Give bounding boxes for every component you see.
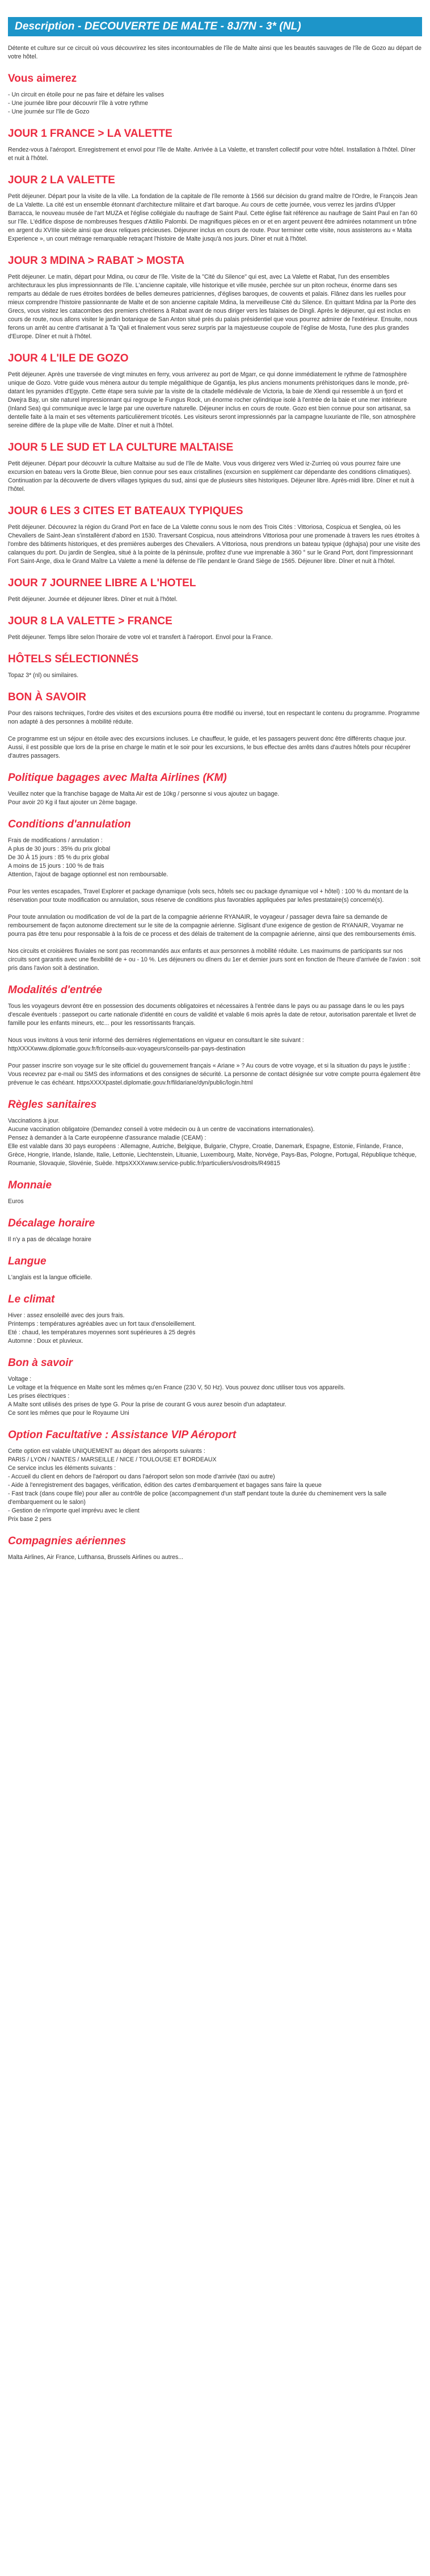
- text-langue: L'anglais est la langue officielle.: [8, 1274, 92, 1281]
- paragraph: Nos circuits et croisières fluviales ne sont pas recommandés aux enfants et aux personnes à mobilité réduite. Les maximums de participants sur nos circuits sont garantis avec une flexibilité de + ou - 10 %. Les déjeuners ou dîners du 1er et dernier jours sont en fonction de l'heure d'arrivée de l'avion : soit pris dans l'avion soit à destination.: [8, 948, 421, 972]
- list-item: Le voltage et la fréquence en Malte sont les mêmes qu'en France (230 V, 50 Hz). Vous pouvez donc utiliser tous vos appareils.: [8, 1384, 345, 1391]
- heading-jour-8: JOUR 8 LA VALETTE > FRANCE: [8, 615, 172, 627]
- text-compagnies: Malta Airlines, Air France, Lufthansa, Brussels Airlines ou autres...: [8, 1554, 184, 1561]
- text-hotels: Topaz 3* (nl) ou similaires.: [8, 672, 79, 679]
- text-jour-2: Petit déjeuner. Départ pour la visite de la ville. La fondation de la capitale de l'île remonte à 1566 sur décision du grand maître de l'Ordre, le François Jean de La Valette. La cité est un ensemble étonnant d'architecture militaire et d'art baroque. Au cours de cette journée, vous verrez les jardins d'Upper Barracca, le nouveau musée de l'art MUZA et l'église collégiale du naufrage de Saint Paul. Cette église fait référence au naufrage de Saint Paul en l'an 60 sur l'île. L'édifice dispose de nombreuses fresques d'Attilio Palombi. De magnifiques pièces en or et en argent peuvent être admirées notamment un trône en argent du XVIIIe siècle ainsi que deux reliques précieuses. Déjeuner inclus en cours de route. Pour terminer cette visite, nous assisterons au « Malta Experience », un court métrage remarquable retraçant l'histoire de Malte jusqu'à nos jours. Dîner et nuit à l'hôtel.: [8, 193, 418, 242]
- text-jour-6: Petit déjeuner. Découvrez la région du Grand Port en face de La Valette connu sous le nom des Trois Cités : Vittoriosa, Cospicua et Senglea, où les Chevaliers de Saint-Jean s'installèrent d'abord en 1530. Traversant Cospicua, nous atteindrons Vittoriosa pour une promenade à travers les rues étroites à l'ombre des bâtiments historiques, et des premières auberges des Chevaliers. A Vittoriosa, nous prendrons un bateau typique (dghajsa) pour une visite des calanques du port. Du jardin de Senglea, situé à la pointe de la péninsule, profitez d'une vue imprenable à 360 ° sur le Grand Port, dont l'impressionnant Fort Saint-Ange, dixa le Grand Maître La Valette a mené la défense de l'île pendant le Grand Siège de 1565. Déjeuner libre. Dîner et nuit à l'hôtel.: [8, 524, 420, 565]
- list-item: Voltage :: [8, 1376, 32, 1382]
- list-bon-a-savoir: [8, 1375, 422, 1418]
- list-item: Aucune vaccination obligatoire (Demandez conseil à votre médecin ou à un centre de vaccinations internationales).: [8, 1126, 315, 1133]
- paragraph: Tous les voyageurs devront être en possession des documents obligatoires et nécessaires à l'entrée dans le pays ou au passage dans le ou les pays d'escale éventuels : passeport ou carte nationale d'identité en cours de validité et valable 6 mois après la date de retour, autorisation parentale et livret de famille pour les enfants mineurs, etc... pour les ressortissants français.: [8, 1003, 416, 1027]
- heading-bon-a-savoir: BON À SAVOIR: [8, 691, 86, 703]
- list-item: - Gestion de n'importe quel imprévu avec le client: [8, 1507, 140, 1514]
- list-item: A Malte sont utilisés des prises de type G. Pour la prise de courant G vous aurez besoin d'un adaptateur.: [8, 1401, 286, 1408]
- block-modalites: [8, 1002, 422, 1087]
- heading-politique-bagages: Politique bagages avec Malta Airlines (KM): [8, 772, 227, 784]
- block-bon-a-savoir: [8, 709, 422, 760]
- text-jour-3: Petit déjeuner. Le matin, départ pour Mdina, ou cœur de l'île. Visite de la "Cité du Silence" qui est, avec La Valette et Rabat, l'un des ensembles architecturaux les plus impressionnants de l'île. L'ancienne capitale, ville historique et ville musée, perchée sur un piton rocheux, énorme dans ses remparts au dédale de rues étroites bordées de belles demeures patriciennes, d'églises baroques, de couvents et palais. Flânez dans les ruelles pour mieux comprendre l'histoire passionnante de Malte et de son ancienne capitale Mdina, la merveilleuse Cité du Silence. En quittant Mdina par la Porte des Grecs, vous visitez les catacombes des premiers chrétiens à Rabat avant de nous diriger vers les falaises de Dingli. Après le déjeuner, qui est inclus en cours de route, nous allons visiter le jardin botanique de San Anton situé près du palais présidentiel que vous pourrez admirer de l'extérieur. Ensuite, nous ferons un arrêt au centre d'artisanat à Ta 'Qali et finalement vous serez surpris par la majestueuse coupole de l'église de Mosta, l'une des plus grandes d'Europe. Dîner et nuit à l'hôtel.: [8, 274, 418, 340]
- block-annulation: [8, 888, 422, 973]
- page-title: Description - DECOUVERTE DE MALTE - 8J/7N - 3* (NL): [15, 20, 301, 32]
- list-item: Ce service inclus les éléments suivants :: [8, 1465, 116, 1472]
- text-jour-4: Petit déjeuner. Après une traversée de vingt minutes en ferry, vous arriverez au port de Mgarr, ce qui donne immédiatement le rythme de l'atmosphère unique de Gozo. Votre guide vous mènera autour du temple mégalithique de Ggantija, les plus anciens monuments préhistoriques dans le monde, pré-datant les pyramides d'Egypte. Cette étape sera suivie par la visite de la citadelle médiévale de Victoria, la baie de Xlendi qui ressemble à un fjord et Dwejra Bay, un site naturel impressionnant qui regroupe le Fungus Rock, un énorme rocher cylindrique isolé à l'entrée de la baie et une mer intérieure (Inland Sea) qui communique avec le large par une ouverture naturelle. Déjeuner inclus en cours de route. Gozo est bien connue pour son artisanat, sa dentelle faite à la main et ses vêtements particulièrement tricotés. Les visiteurs seront impressionnés par la campagne luxuriante de l'île, son atmosphère sereine différe de la plupe ville de Malte. Dîner et nuit à l'hôtel.: [8, 371, 416, 429]
- text-jour-5: Petit déjeuner. Départ pour découvrir la culture Maltaise au sud de l'île de Malte. Vous vous dirigerez vers Wied iz-Zurrieq où vous pourrez faire une excursion en bateau vers la Grotte Bleue, bien connue pour ses eaux cristallines (excursion en supplément car dépendante des conditions climatiques). Continuation par la découverte de divers villages typiques du sud, ainsi que de plusieurs sites historiques. Déjeuner libre. Après-midi libre. Dîner et nuit à l'hôtel.: [8, 460, 415, 493]
- heading-hotels: HÔTELS SÉLECTIONNÉS: [8, 653, 139, 665]
- list-item: De 30 À 15 jours : 85 % du prix global: [8, 854, 109, 861]
- heading-bon-a-savoir-2: Bon à savoir: [8, 1357, 73, 1369]
- heading-jour-2: JOUR 2 LA VALETTE: [8, 174, 115, 186]
- heading-jour-4: JOUR 4 L'ILE DE GOZO: [8, 352, 129, 364]
- paragraph: Nous vous invitons à vous tenir informé des dernières réglementations en vigueur en consultant le site suivant : httpXXXXwww.diplomatie.gouv.fr/fr/conseils-aux-voyageurs/conseils-par-pays-destination: [8, 1037, 304, 1052]
- heading-climat: Le climat: [8, 1293, 55, 1305]
- heading-jour-3: JOUR 3 MDINA > RABAT > MOSTA: [8, 255, 185, 267]
- paragraph: Pour toute annulation ou modification de vol de la part de la compagnie aérienne RYANAIR, le voyageur / passager devra faire sa demande de remboursement de façon autonome directement sur le site de la compagnie aérienne. Siglisant d'une exigence de gestion de RYANAIR, Voyamar ne pourra pas être tenu pour responsable à la fois de ce process et des délais de traitement de la compagnie aérienne, ainsi que des remboursements émis.: [8, 914, 416, 938]
- list-item: Printemps : températures agréables avec un fort taux d'ensoleillement.: [8, 1321, 196, 1327]
- text-jour-8: Petit déjeuner. Temps libre selon l'horaire de votre vol et transfert à l'aéroport. Envol pour la France.: [8, 634, 273, 641]
- list-item: Eté : chaud, les températures moyennes sont supérieures à 25 degrés: [8, 1329, 196, 1336]
- heading-regles-sanitaires: Règles sanitaires: [8, 1099, 97, 1111]
- heading-modalites-entree: Modalités d'entrée: [8, 984, 103, 996]
- list-item: A moins de 15 jours : 100 % de frais: [8, 863, 104, 869]
- heading-vous-aimerez: Vous aimerez: [8, 73, 77, 85]
- text-monnaie: Euros: [8, 1198, 24, 1205]
- list-vous-aimerez: [8, 91, 422, 116]
- title-bar: [8, 17, 422, 36]
- heading-jour-1: JOUR 1 FRANCE > LA VALETTE: [8, 128, 172, 140]
- list-item: - Une journée sur l'île de Gozo: [8, 108, 90, 115]
- list-item: Cette option est valable UNIQUEMENT au départ des aéroports suivants :: [8, 1448, 205, 1455]
- list-item: PARIS / LYON / NANTES / MARSEILLE / NICE / TOULOUSE ET BORDEAUX: [8, 1456, 217, 1463]
- heading-compagnies: Compagnies aériennes: [8, 1535, 127, 1547]
- paragraph: Pour les ventes escapades, Travel Explorer et package dynamique (vols secs, hôtels sec ou package dynamique vol + hôtel) : 100 % du montant de la réservation pour toute modification ou annulation, sous réserve de conditions plus favorables appliquées par le/les prestataire(s) concerné(s).: [8, 888, 408, 904]
- content: [0, 44, 430, 1562]
- heading-monnaie: Monnaie: [8, 1179, 52, 1191]
- list-item: Elle est valable dans 30 pays européens : Allemagne, Autriche, Belgique, Bulgarie, Chypre, Croatie, Danemark, Espagne, Estonie, Finlande, France, Grèce, Hongrie, Irlande, Islande, Italie, Lettonie, Liechtenstein, Lituanie, Luxembourg, Malte, Norvège, Pays-Bas, Pologne, Portugal, République tchèque, Roumanie, Slovaquie, Slovénie, Suède. httpsXXXXwww.service-public.fr/particuliers/vosdroits/R49815: [8, 1143, 417, 1167]
- list-item: Vaccinations à jour.: [8, 1117, 60, 1124]
- heading-conditions-annulation: Conditions d'annulation: [8, 818, 131, 830]
- heading-jour-5: JOUR 5 LE SUD ET LA CULTURE MALTAISE: [8, 442, 234, 453]
- heading-langue: Langue: [8, 1255, 47, 1267]
- list-item: Attention, l'ajout de bagage optionnel est non remboursable.: [8, 871, 168, 878]
- heading-decalage-horaire: Décalage horaire: [8, 1217, 95, 1229]
- text-jour-1: Rendez-vous à l'aéroport. Enregistrement et envol pour l'île de Malte. Arrivée à La Valette, et transfert collectif pour votre hôtel. Installation à l'hôtel. Dîner et nuit à l'hôtel.: [8, 146, 416, 162]
- paragraph: Ce programme est un séjour en étoile avec des excursions incluses. Le chauffeur, le guide, et les passagers peuvent donc être différents chaque jour. Aussi, il est possible que lors de la prise en charge le matin et le soir pour les excursions, le bus effectue des arrêts dans d'autres hôtels pour récupérer d'autres passagers.: [8, 736, 411, 759]
- list-option-vip: [8, 1447, 422, 1524]
- list-item: - Un circuit en étoile pour ne pas faire et défaire les valises: [8, 91, 164, 98]
- list-sanitaires: [8, 1117, 422, 1168]
- list-item: Veuillez noter que la franchise bagage de Malta Air est de 10kg / personne si vous ajoutez un bagage.: [8, 791, 280, 797]
- list-item: - Accueil du client en dehors de l'aéroport ou dans l'aéroport selon son mode d'arrivée (taxi ou autre): [8, 1473, 275, 1480]
- text-decalage-horaire: Il n'y a pas de décalage horaire: [8, 1236, 91, 1243]
- list-item: Les prises électriques :: [8, 1393, 70, 1400]
- list-bagages: [8, 790, 422, 807]
- list-item: Pour avoir 20 Kg il faut ajouter un 2ème bagage.: [8, 799, 137, 806]
- paragraph: Pour des raisons techniques, l'ordre des visites et des excursions pourra être modifié ou inversé, tout en respectant le contenu du programme. Programme non adapté à des personnes à mobilité réduite.: [8, 710, 420, 725]
- list-item: Frais de modifications / annulation :: [8, 837, 103, 844]
- heading-jour-7: JOUR 7 JOURNEE LIBRE A L'HOTEL: [8, 577, 196, 589]
- list-item: Pensez à demander à la Carte européenne d'assurance maladie (CEAM) :: [8, 1134, 206, 1141]
- intro-text: Détente et culture sur ce circuit où vous découvrirez les sites incontournables de l'île de Malte ainsi que les beautés sauvages de l'île de Gozo au départ de votre hôtel.: [8, 45, 421, 60]
- page: [0, 17, 430, 2576]
- list-item: - Aide à l'enregistrement des bagages, vérification, édition des cartes d'embarquement et bagages sans faire la queue: [8, 1482, 322, 1489]
- list-item: Prix base 2 pers: [8, 1516, 52, 1523]
- list-climat: [8, 1312, 422, 1346]
- list-annulation: [8, 837, 422, 879]
- paragraph: Pour passer inscrire son voyage sur le site officiel du gouvernement français « Ariane » ? Au cours de votre voyage, et si la situation du pays le justifie : Vous recevrez par e-mail ou SMS des informations et des consignes de sécurité. La personne de contact désignée sur votre compte pourra également être prévenue le cas échéant. httpsXXXXpastel.diplomatie.gouv.fr/fildariane/dyn/public/login.html: [8, 1062, 421, 1086]
- list-item: - Fast track (dans coupe file) pour aller au contrôle de police (accompagnement d'un staff pendant toute la durée du cheminement vers la salle d'embarquement ou le salon): [8, 1490, 387, 1506]
- text-jour-7: Petit déjeuner. Journée et déjeuner libres. Dîner et nuit à l'hôtel.: [8, 596, 178, 603]
- list-item: Ce sont les mêmes que pour le Royaume Uni: [8, 1410, 129, 1417]
- heading-jour-6: JOUR 6 LES 3 CITES ET BATEAUX TYPIQUES: [8, 505, 243, 517]
- heading-option-vip: Option Facultative : Assistance VIP Aéroport: [8, 1429, 237, 1441]
- list-item: A plus de 30 jours : 35% du prix global: [8, 846, 111, 852]
- list-item: Automne : Doux et pluvieux.: [8, 1338, 83, 1344]
- list-item: Hiver : assez ensoleillé avec des jours frais.: [8, 1312, 125, 1319]
- list-item: - Une journée libre pour découvrir l'île à votre rythme: [8, 100, 148, 107]
